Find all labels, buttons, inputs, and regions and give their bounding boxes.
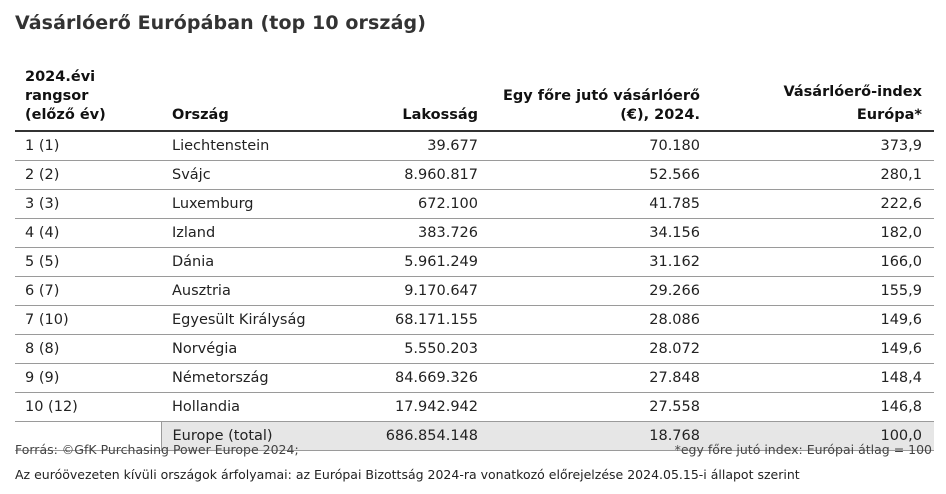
total-country: Europe (total) xyxy=(161,422,366,451)
cell-index: 280,1 xyxy=(710,161,934,190)
cell-country: Egyesült Királyság xyxy=(161,306,366,335)
header-per-capita-line1: Egy főre jutó vásárlóerő xyxy=(502,88,700,104)
cell-country: Ausztria xyxy=(161,277,366,306)
cell-index: 149,6 xyxy=(710,306,934,335)
header-country: Ország xyxy=(161,68,366,131)
index-note: *egy főre jutó index: Európai átlag = 100 xyxy=(674,442,932,457)
cell-population: 9.170.647 xyxy=(366,277,488,306)
cell-population: 68.171.155 xyxy=(366,306,488,335)
table-header xyxy=(15,68,934,131)
cell-country: Norvégia xyxy=(161,335,366,364)
table-row xyxy=(15,335,934,364)
cell-per-capita: 34.156 xyxy=(488,219,710,248)
header-per-capita-line2: (€), 2024. xyxy=(620,107,700,123)
cell-index: 155,9 xyxy=(710,277,934,306)
cell-index: 149,6 xyxy=(710,335,934,364)
cell-country: Luxemburg xyxy=(161,190,366,219)
cell-rank: 3 (3) xyxy=(15,190,161,219)
table-row xyxy=(15,277,934,306)
cell-index: 148,4 xyxy=(710,364,934,393)
cell-per-capita: 29.266 xyxy=(488,277,710,306)
cell-rank: 4 (4) xyxy=(15,219,161,248)
cell-population: 8.960.817 xyxy=(366,161,488,190)
table-row xyxy=(15,219,934,248)
cell-per-capita: 28.086 xyxy=(488,306,710,335)
total-per-capita: 18.768 xyxy=(488,422,710,451)
cell-population: 84.669.326 xyxy=(366,364,488,393)
cell-index: 166,0 xyxy=(710,248,934,277)
cell-index: 182,0 xyxy=(710,219,934,248)
header-index xyxy=(710,68,934,131)
cell-per-capita: 27.558 xyxy=(488,393,710,422)
cell-rank: 2 (2) xyxy=(15,161,161,190)
source-note: Forrás: ©GfK Purchasing Power Europe 2024; xyxy=(15,442,299,457)
header-row xyxy=(15,68,934,131)
cell-per-capita: 41.785 xyxy=(488,190,710,219)
exchange-rate-note: Az euróövezeten kívüli országok árfolyamai: az Európai Bizottság 2024-ra vonatkozó előrejelzése 2024.05.15-i állapot szerint xyxy=(15,467,800,482)
cell-country: Hollandia xyxy=(161,393,366,422)
cell-rank: 5 (5) xyxy=(15,248,161,277)
header-population: Lakosság xyxy=(366,68,488,131)
header-per-capita xyxy=(488,68,710,131)
table-row xyxy=(15,393,934,422)
total-population: 686.854.148 xyxy=(366,422,488,451)
cell-population: 17.942.942 xyxy=(366,393,488,422)
purchasing-power-table xyxy=(15,68,934,451)
table-body xyxy=(15,131,934,451)
header-index-line2: Európa* xyxy=(856,107,922,123)
header-rank xyxy=(15,68,161,131)
table-row xyxy=(15,190,934,219)
cell-rank: 8 (8) xyxy=(15,335,161,364)
cell-rank: 6 (7) xyxy=(15,277,161,306)
header-index-line1: Vásárlóerő-index xyxy=(783,84,922,100)
cell-rank: 10 (12) xyxy=(15,393,161,422)
cell-per-capita: 28.072 xyxy=(488,335,710,364)
cell-index: 222,6 xyxy=(710,190,934,219)
cell-population: 5.961.249 xyxy=(366,248,488,277)
cell-per-capita: 70.180 xyxy=(488,131,710,161)
table-row xyxy=(15,161,934,190)
cell-per-capita: 52.566 xyxy=(488,161,710,190)
cell-rank: 7 (10) xyxy=(15,306,161,335)
cell-country: Németország xyxy=(161,364,366,393)
table-row xyxy=(15,131,934,161)
table-row xyxy=(15,364,934,393)
cell-rank: 1 (1) xyxy=(15,131,161,161)
cell-index: 146,8 xyxy=(710,393,934,422)
cell-population: 5.550.203 xyxy=(366,335,488,364)
cell-country: Izland xyxy=(161,219,366,248)
cell-per-capita: 27.848 xyxy=(488,364,710,393)
cell-per-capita: 31.162 xyxy=(488,248,710,277)
table-row xyxy=(15,248,934,277)
cell-country: Dánia xyxy=(161,248,366,277)
cell-index: 373,9 xyxy=(710,131,934,161)
page-title: Vásárlóerő Európában (top 10 ország) xyxy=(15,12,426,34)
cell-country: Svájc xyxy=(161,161,366,190)
total-index: 100,0 xyxy=(710,422,934,451)
cell-population: 39.677 xyxy=(366,131,488,161)
table-row xyxy=(15,306,934,335)
cell-population: 672.100 xyxy=(366,190,488,219)
cell-rank: 9 (9) xyxy=(15,364,161,393)
cell-population: 383.726 xyxy=(366,219,488,248)
header-rank-line2: (előző év) xyxy=(25,107,106,123)
header-rank-line1: 2024.évi rangsor xyxy=(25,69,96,104)
cell-country: Liechtenstein xyxy=(161,131,366,161)
